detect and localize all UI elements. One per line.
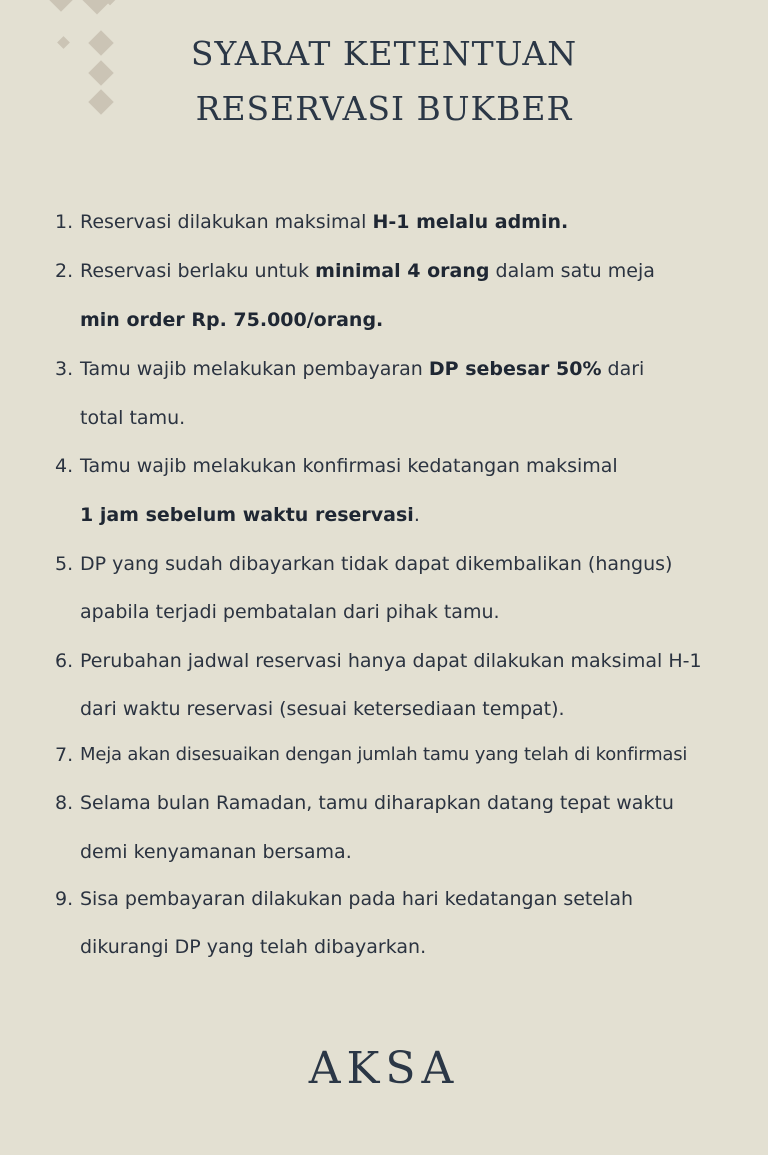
term-text: . [413, 504, 420, 526]
term-number: 4. [55, 455, 74, 477]
term-number: 9. [55, 888, 74, 910]
term-number: 5. [55, 553, 74, 575]
term-text: Perubahan jadwal reservasi hanya dapat dilakukan maksimal H-1 [80, 650, 702, 672]
term-text: dari [601, 358, 645, 380]
term-number: 7. [55, 744, 74, 766]
term-text: DP yang sudah dibayarkan tidak dapat dikembalikan (hangus) [80, 553, 673, 575]
term-text: Selama bulan Ramadan, tamu diharapkan datang tepat waktu [80, 792, 674, 814]
term-number: 3. [55, 358, 74, 380]
term-text: Reservasi berlaku untuk [80, 260, 316, 282]
term-text: dalam satu meja [489, 260, 655, 282]
term-number: 1. [55, 211, 74, 233]
term-number: 8. [55, 792, 74, 814]
term-text: Meja akan disesuaikan dengan jumlah tamu yang telah di konfirmasi [80, 744, 688, 765]
title-line-1: SYARAT KETENTUAN [190, 34, 578, 73]
term-text: demi kenyamanan bersama. [80, 841, 352, 863]
term-text: Reservasi dilakukan maksimal [80, 211, 373, 233]
term-highlight: minimal 4 orang [315, 260, 490, 282]
title-line-2: RESERVASI BUKBER [195, 89, 573, 128]
term-text: Sisa pembayaran dilakukan pada hari kedatangan setelah [80, 888, 634, 910]
term-number: 2. [55, 260, 74, 282]
term-highlight: H-1 melalu admin. [372, 211, 569, 233]
term-highlight: 1 jam sebelum waktu reservasi [80, 504, 414, 526]
term-text: dari waktu reservasi (sesuai ketersediaan tempat). [80, 698, 565, 720]
term-text: dikurangi DP yang telah dibayarkan. [80, 936, 427, 958]
brand-logo: AKSA [308, 1043, 460, 1094]
term-text: apabila terjadi pembatalan dari pihak tamu. [80, 601, 500, 623]
term-highlight: min order Rp. 75.000/orang. [80, 309, 384, 331]
term-text: Tamu wajib melakukan pembayaran [80, 358, 429, 380]
term-text: Tamu wajib melakukan konfirmasi kedatangan maksimal [80, 455, 618, 477]
term-number: 6. [55, 650, 74, 672]
term-text: total tamu. [80, 407, 186, 429]
term-highlight: DP sebesar 50% [428, 358, 602, 380]
